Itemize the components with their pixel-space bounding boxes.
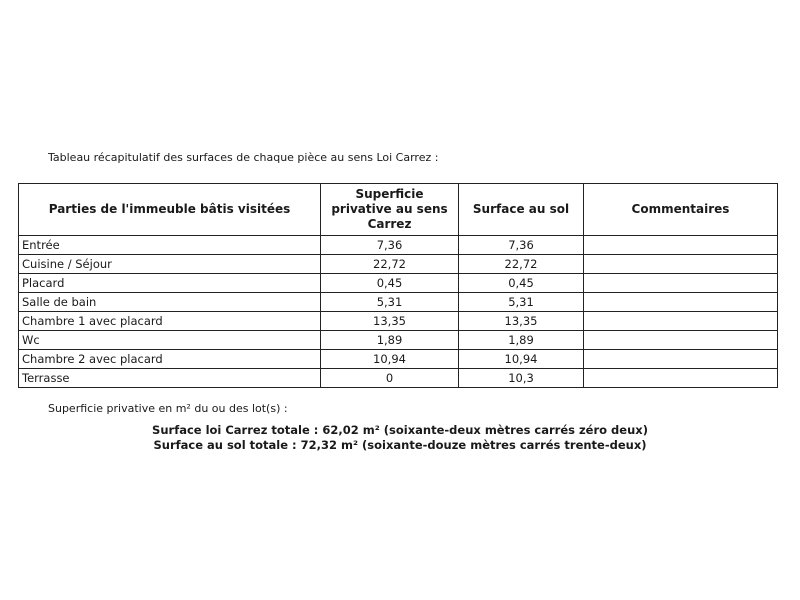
cell-carrez: 10,94	[321, 350, 459, 369]
surfaces-table	[18, 183, 778, 388]
table-header-row	[19, 184, 778, 236]
table-row	[19, 350, 778, 369]
header-parts: Parties de l'immeuble bâtis visitées	[19, 184, 321, 236]
total-sol: Surface au sol totale : 72,32 m² (soixante-douze mètres carrés trente-deux)	[153, 438, 647, 452]
cell-sol: 0,45	[459, 274, 584, 293]
table-row	[19, 331, 778, 350]
cell-carrez: 22,72	[321, 255, 459, 274]
cell-part: Chambre 1 avec placard	[19, 312, 321, 331]
cell-sol: 5,31	[459, 293, 584, 312]
cell-comment	[584, 369, 778, 388]
totals-block	[0, 423, 800, 453]
cell-comment	[584, 312, 778, 331]
header-carrez: Superficie privative au sens Carrez	[321, 184, 459, 236]
cell-part: Salle de bain	[19, 293, 321, 312]
header-comments: Commentaires	[584, 184, 778, 236]
cell-part: Cuisine / Séjour	[19, 255, 321, 274]
cell-sol: 10,3	[459, 369, 584, 388]
cell-carrez: 0,45	[321, 274, 459, 293]
cell-comment	[584, 274, 778, 293]
table-row	[19, 255, 778, 274]
table-row	[19, 274, 778, 293]
cell-carrez: 0	[321, 369, 459, 388]
table-row	[19, 293, 778, 312]
cell-carrez: 5,31	[321, 293, 459, 312]
table-caption: Tableau récapitulatif des surfaces de chaque pièce au sens Loi Carrez :	[48, 151, 439, 164]
cell-comment	[584, 350, 778, 369]
cell-part: Placard	[19, 274, 321, 293]
surface-note: Superficie privative en m² du ou des lot(s) :	[48, 402, 288, 415]
cell-sol: 1,89	[459, 331, 584, 350]
cell-comment	[584, 236, 778, 255]
cell-carrez: 13,35	[321, 312, 459, 331]
cell-part: Wc	[19, 331, 321, 350]
cell-carrez: 1,89	[321, 331, 459, 350]
cell-carrez: 7,36	[321, 236, 459, 255]
table-row	[19, 369, 778, 388]
cell-part: Entrée	[19, 236, 321, 255]
cell-comment	[584, 255, 778, 274]
cell-comment	[584, 293, 778, 312]
cell-part: Chambre 2 avec placard	[19, 350, 321, 369]
table-row	[19, 236, 778, 255]
total-carrez: Surface loi Carrez totale : 62,02 m² (soixante-deux mètres carrés zéro deux)	[152, 423, 648, 437]
cell-sol: 10,94	[459, 350, 584, 369]
cell-sol: 13,35	[459, 312, 584, 331]
cell-part: Terrasse	[19, 369, 321, 388]
cell-sol: 22,72	[459, 255, 584, 274]
cell-sol: 7,36	[459, 236, 584, 255]
table-row	[19, 312, 778, 331]
header-sol: Surface au sol	[459, 184, 584, 236]
cell-comment	[584, 331, 778, 350]
